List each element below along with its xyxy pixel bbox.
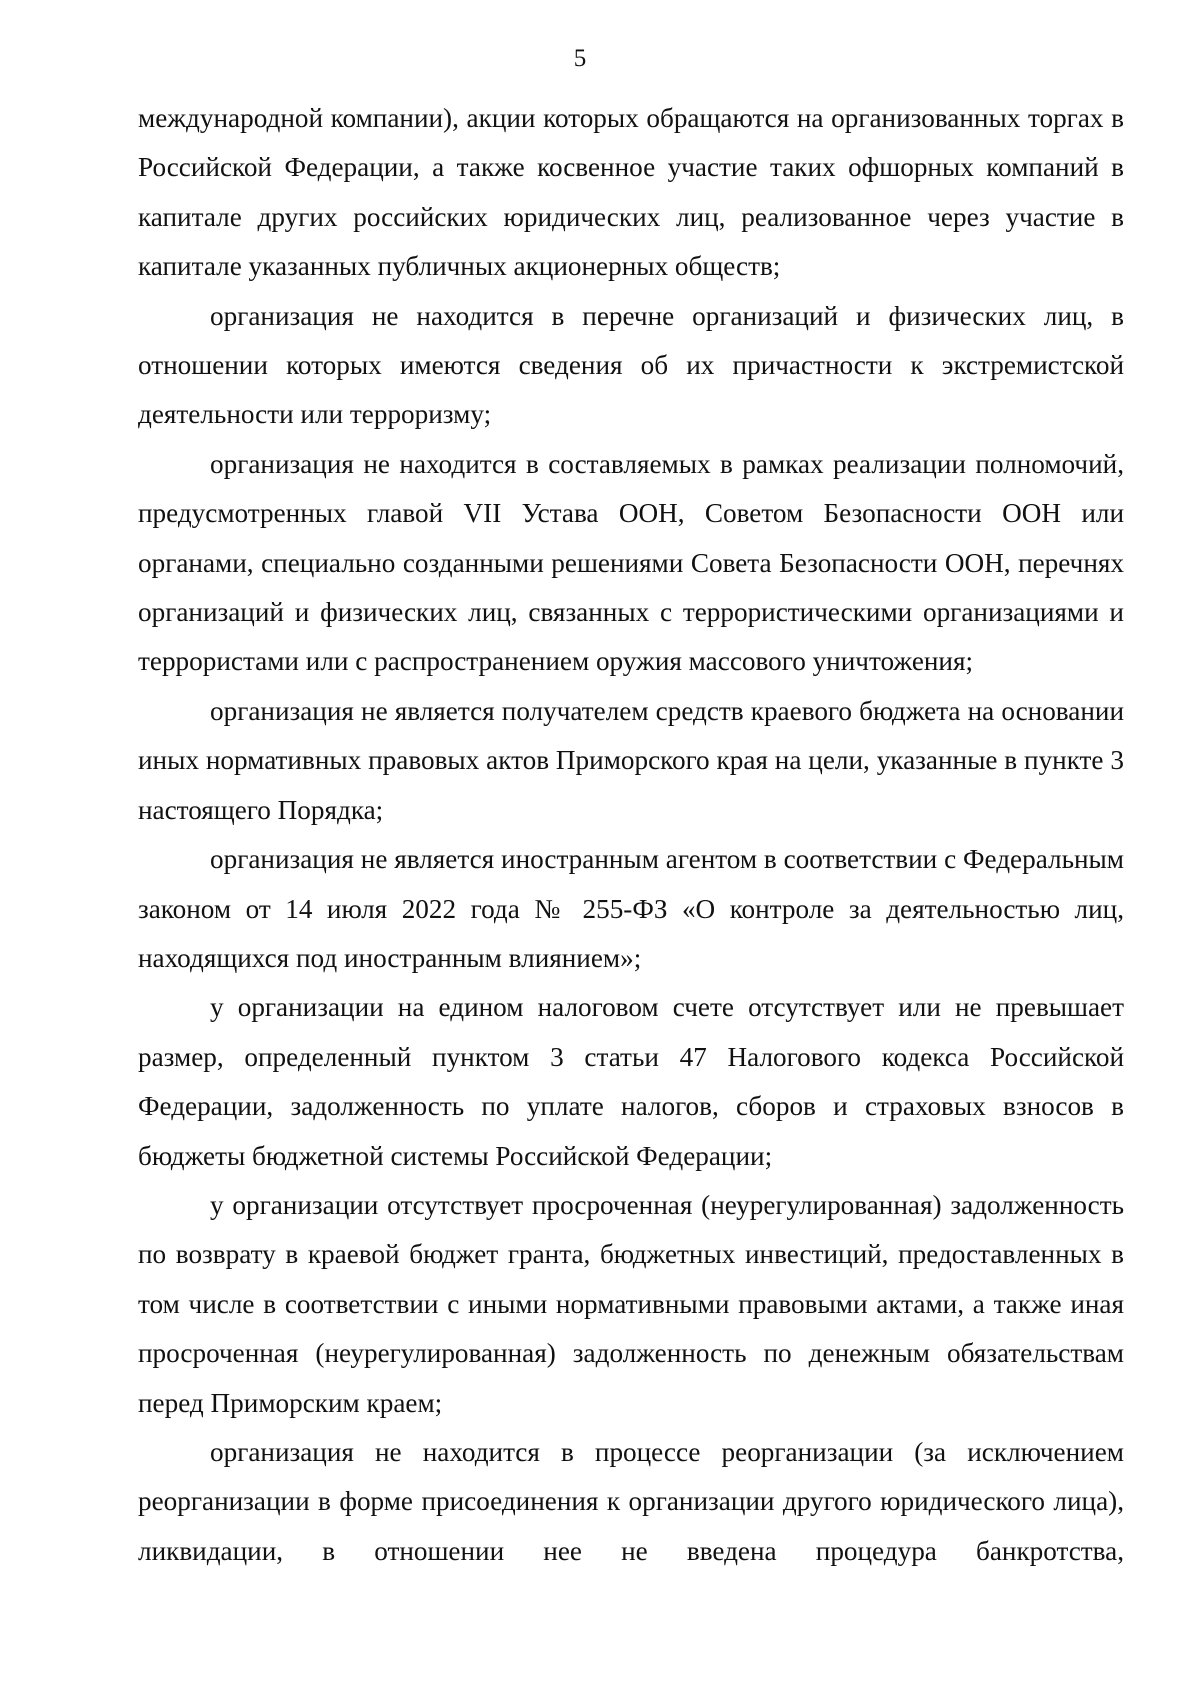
paragraph-un-sanctions-list: организация не находится в составляемых в рамках реализации полномочий, предусмотренных главой VII Устава ООН, Советом Безопасности ООН или органами, специально созданными решениями Совета Безопасности ООН, перечнях организаций и физических лиц, связанных с террористическими организациями и террористами или с распространением оружия массового уничтожения; — [138, 448, 1124, 677]
paragraph-tax-debt: у организации на едином налоговом счете отсутствует или не превышает размер, определенный пунктом 3 статьи 47 Налогового кодекса Российской Федерации, задолженность по уплате налогов, сборов и страховых взносов в бюджеты бюджетной системы Российской Федерации; — [138, 992, 1124, 1171]
document-body — [138, 94, 1124, 1576]
paragraph-extremism-list: организация не находится в перечне организаций и физических лиц, в отношении которых имеются сведения об их причастности к экстремистской деятельности или терроризму; — [138, 300, 1124, 430]
paragraph-offshore-participation: международной компании), акции которых обращаются на организованных торгах в Российской Федерации, а также косвенное участие таких офшорных компаний в капитале других российских юридических лиц, реализованное через участие в капитале указанных публичных акционерных обществ; — [138, 103, 1124, 282]
page-number: 5 — [573, 45, 587, 72]
paragraph-regional-budget-recipient: организация не является получателем средств краевого бюджета на основании иных нормативных правовых актов Приморского края на цели, указанные в пункте 3 настоящего Порядка; — [138, 695, 1124, 825]
paragraph-overdue-debt: у организации отсутствует просроченная (неурегулированная) задолженность по возврату в краевой бюджет гранта, бюджетных инвестиций, предоставленных в том числе в соответствии с иными нормативными правовыми актами, а также иная просроченная (неурегулированная) задолженность по денежным обязательствам перед Приморским краем; — [138, 1189, 1124, 1418]
paragraph-reorganization: организация не находится в процессе реорганизации (за исключением реорганизации в форме присоединения к организации другого юридического лица), ликвидации, в отношении нее не введена процедура банкротства, — [138, 1436, 1124, 1566]
paragraph-foreign-agent: организация не является иностранным агентом в соответствии с Федеральным законом от 14 июля 2022 года № 255-ФЗ «О контроле за деятельностью лиц, находящихся под иностранным влиянием»; — [138, 844, 1124, 973]
